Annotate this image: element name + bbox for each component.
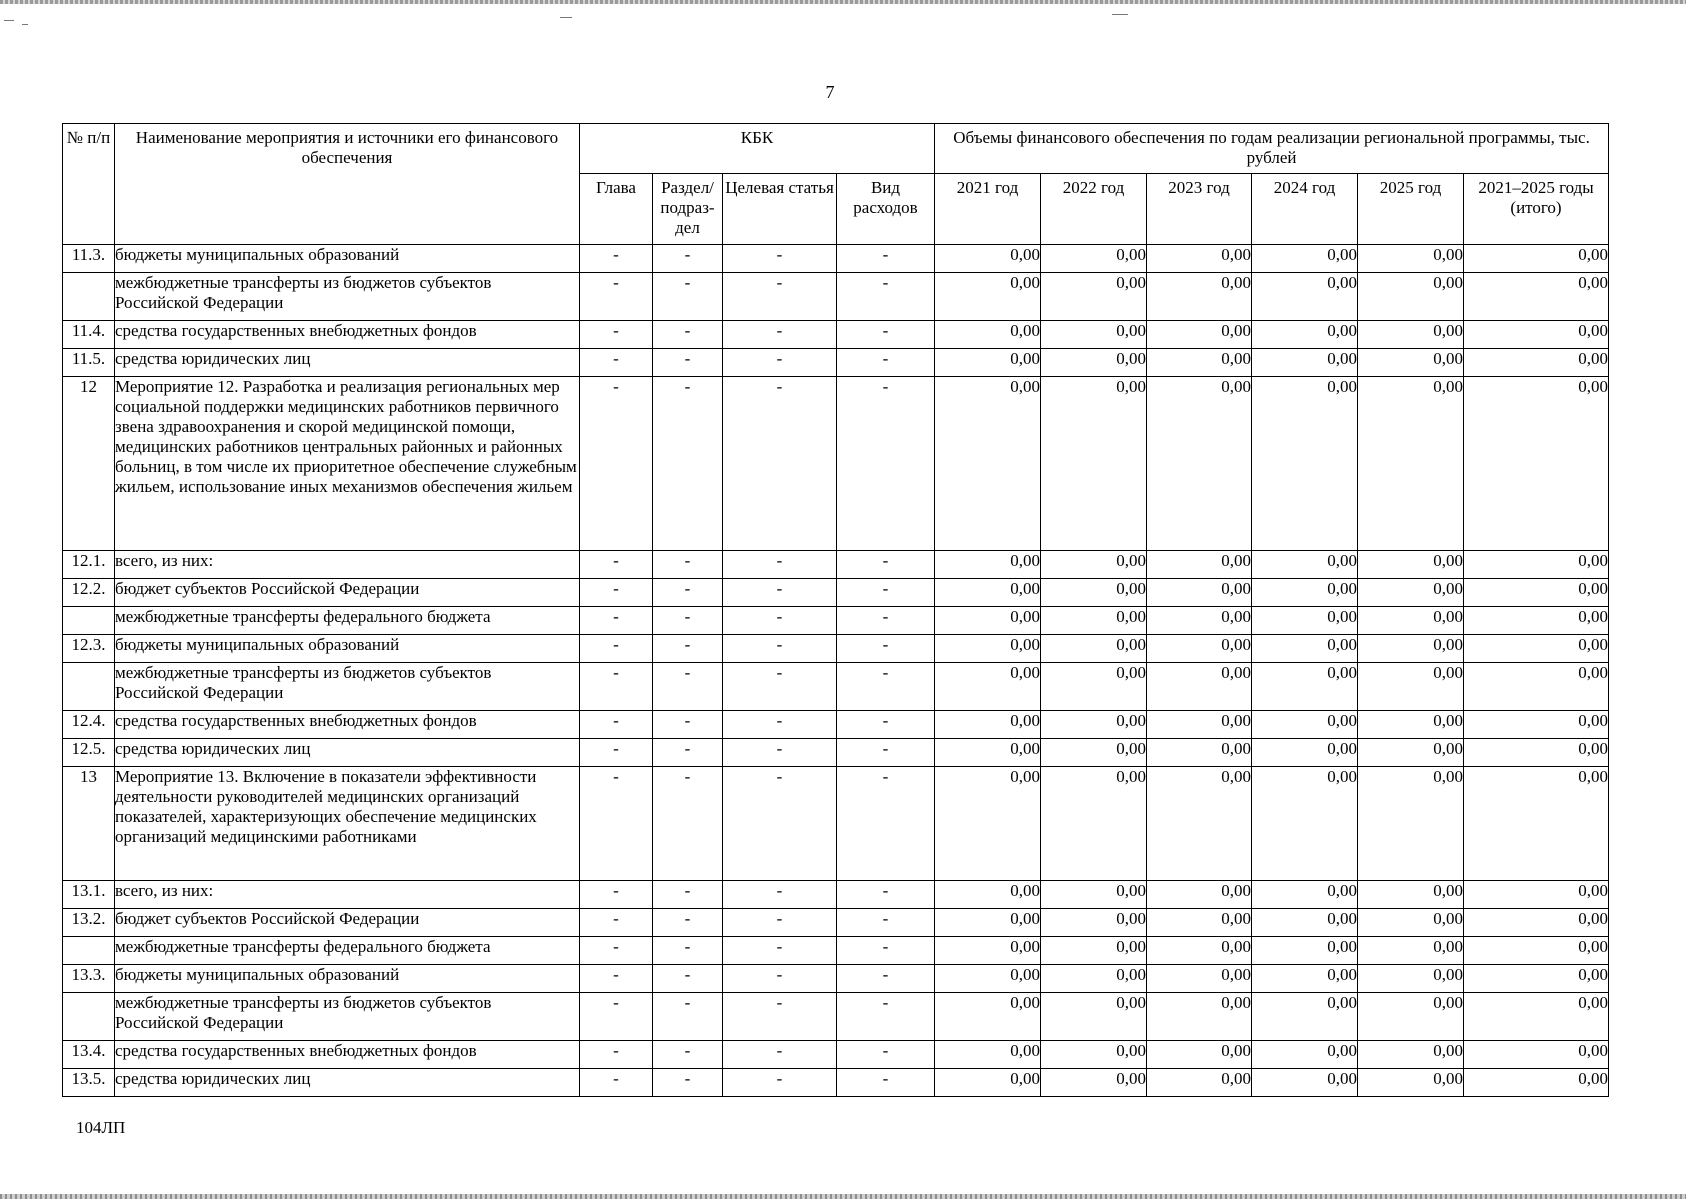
value-total-cell: 0,00 xyxy=(1464,635,1609,663)
value-total-cell: 0,00 xyxy=(1464,1069,1609,1097)
row-name: межбюджетные трансферты из бюджетов субъектов Российской Федерации xyxy=(115,663,580,711)
row-number xyxy=(63,607,115,635)
table-row xyxy=(63,739,1609,767)
value-2023-cell: 0,00 xyxy=(1147,1069,1252,1097)
value-2021-cell: 0,00 xyxy=(935,993,1041,1041)
value-2022-cell: 0,00 xyxy=(1041,965,1147,993)
value-2023-cell: 0,00 xyxy=(1147,965,1252,993)
kbk-glava-cell: - xyxy=(580,245,653,273)
value-2025-cell: 0,00 xyxy=(1358,377,1464,551)
kbk-vid-cell: - xyxy=(837,965,935,993)
row-name: бюджет субъектов Российской Федерации xyxy=(115,579,580,607)
kbk-razdel-cell: - xyxy=(653,377,723,551)
kbk-razdel-cell: - xyxy=(653,579,723,607)
kbk-razdel-cell: - xyxy=(653,551,723,579)
row-name: межбюджетные трансферты федерального бюджета xyxy=(115,937,580,965)
row-number xyxy=(63,993,115,1041)
kbk-razdel-cell: - xyxy=(653,273,723,321)
table-row xyxy=(63,937,1609,965)
value-2025-cell: 0,00 xyxy=(1358,273,1464,321)
value-2024-cell: 0,00 xyxy=(1252,273,1358,321)
row-number: 13.1. xyxy=(63,881,115,909)
table-row xyxy=(63,607,1609,635)
kbk-glava-cell: - xyxy=(580,767,653,881)
value-2022-cell: 0,00 xyxy=(1041,1041,1147,1069)
scan-edge-bottom xyxy=(0,1194,1686,1199)
kbk-vid-cell: - xyxy=(837,937,935,965)
value-2025-cell: 0,00 xyxy=(1358,993,1464,1041)
scan-speck xyxy=(1112,14,1128,15)
kbk-glava-cell: - xyxy=(580,273,653,321)
value-2022-cell: 0,00 xyxy=(1041,739,1147,767)
value-2025-cell: 0,00 xyxy=(1358,579,1464,607)
value-2021-cell: 0,00 xyxy=(935,767,1041,881)
value-total-cell: 0,00 xyxy=(1464,579,1609,607)
kbk-tselevaya-cell: - xyxy=(723,965,837,993)
kbk-glava-cell: - xyxy=(580,321,653,349)
value-2021-cell: 0,00 xyxy=(935,273,1041,321)
value-2024-cell: 0,00 xyxy=(1252,607,1358,635)
kbk-vid-cell: - xyxy=(837,1041,935,1069)
value-2023-cell: 0,00 xyxy=(1147,377,1252,551)
value-total-cell: 0,00 xyxy=(1464,711,1609,739)
table-row xyxy=(63,349,1609,377)
kbk-vid-cell: - xyxy=(837,321,935,349)
row-name: Мероприятие 13. Включение в показатели эффективности деятельности руководителей медицинских организаций показателей, характеризующих обеспечение медицинских организаций медицинскими работниками xyxy=(115,767,580,881)
kbk-tselevaya-cell: - xyxy=(723,321,837,349)
value-2021-cell: 0,00 xyxy=(935,1041,1041,1069)
kbk-tselevaya-cell: - xyxy=(723,993,837,1041)
value-2024-cell: 0,00 xyxy=(1252,579,1358,607)
kbk-glava-cell: - xyxy=(580,937,653,965)
value-2022-cell: 0,00 xyxy=(1041,635,1147,663)
value-total-cell: 0,00 xyxy=(1464,349,1609,377)
kbk-razdel-cell: - xyxy=(653,767,723,881)
kbk-vid-cell: - xyxy=(837,739,935,767)
value-2023-cell: 0,00 xyxy=(1147,551,1252,579)
table-row xyxy=(63,551,1609,579)
row-name: всего, из них: xyxy=(115,881,580,909)
header-tselevaya: Целевая статья xyxy=(723,174,837,245)
table-row xyxy=(63,377,1609,551)
row-name: всего, из них: xyxy=(115,551,580,579)
kbk-glava-cell: - xyxy=(580,349,653,377)
value-2023-cell: 0,00 xyxy=(1147,349,1252,377)
value-2021-cell: 0,00 xyxy=(935,739,1041,767)
value-2021-cell: 0,00 xyxy=(935,245,1041,273)
value-2023-cell: 0,00 xyxy=(1147,321,1252,349)
kbk-glava-cell: - xyxy=(580,1069,653,1097)
table-row xyxy=(63,579,1609,607)
table-row xyxy=(63,321,1609,349)
value-2022-cell: 0,00 xyxy=(1041,245,1147,273)
value-total-cell: 0,00 xyxy=(1464,551,1609,579)
kbk-razdel-cell: - xyxy=(653,663,723,711)
value-2025-cell: 0,00 xyxy=(1358,711,1464,739)
value-2021-cell: 0,00 xyxy=(935,881,1041,909)
header-volumes: Объемы финансового обеспечения по годам реализации региональной программы, тыс. рублей xyxy=(935,124,1609,174)
row-name: бюджеты муниципальных образований xyxy=(115,245,580,273)
value-2023-cell: 0,00 xyxy=(1147,635,1252,663)
value-2022-cell: 0,00 xyxy=(1041,273,1147,321)
value-2024-cell: 0,00 xyxy=(1252,663,1358,711)
value-2021-cell: 0,00 xyxy=(935,349,1041,377)
kbk-tselevaya-cell: - xyxy=(723,551,837,579)
kbk-razdel-cell: - xyxy=(653,937,723,965)
kbk-tselevaya-cell: - xyxy=(723,1041,837,1069)
kbk-tselevaya-cell: - xyxy=(723,909,837,937)
kbk-tselevaya-cell: - xyxy=(723,881,837,909)
value-2025-cell: 0,00 xyxy=(1358,739,1464,767)
value-2025-cell: 0,00 xyxy=(1358,349,1464,377)
value-2025-cell: 0,00 xyxy=(1358,635,1464,663)
kbk-razdel-cell: - xyxy=(653,881,723,909)
kbk-glava-cell: - xyxy=(580,965,653,993)
kbk-razdel-cell: - xyxy=(653,1041,723,1069)
value-2025-cell: 0,00 xyxy=(1358,663,1464,711)
kbk-vid-cell: - xyxy=(837,881,935,909)
value-2024-cell: 0,00 xyxy=(1252,993,1358,1041)
row-name: средства юридических лиц xyxy=(115,739,580,767)
kbk-razdel-cell: - xyxy=(653,739,723,767)
value-total-cell: 0,00 xyxy=(1464,993,1609,1041)
value-2024-cell: 0,00 xyxy=(1252,245,1358,273)
row-name: средства государственных внебюджетных фондов xyxy=(115,1041,580,1069)
value-2025-cell: 0,00 xyxy=(1358,607,1464,635)
kbk-razdel-cell: - xyxy=(653,349,723,377)
value-total-cell: 0,00 xyxy=(1464,909,1609,937)
row-number: 13.3. xyxy=(63,965,115,993)
value-2024-cell: 0,00 xyxy=(1252,551,1358,579)
table-row xyxy=(63,909,1609,937)
kbk-vid-cell: - xyxy=(837,1069,935,1097)
value-total-cell: 0,00 xyxy=(1464,937,1609,965)
row-name: бюджет субъектов Российской Федерации xyxy=(115,909,580,937)
value-2023-cell: 0,00 xyxy=(1147,607,1252,635)
table-header xyxy=(63,124,1609,245)
kbk-vid-cell: - xyxy=(837,245,935,273)
kbk-tselevaya-cell: - xyxy=(723,273,837,321)
kbk-vid-cell: - xyxy=(837,767,935,881)
row-name: средства юридических лиц xyxy=(115,349,580,377)
value-total-cell: 0,00 xyxy=(1464,377,1609,551)
scan-edge-top xyxy=(0,0,1686,4)
table-row xyxy=(63,1069,1609,1097)
value-2022-cell: 0,00 xyxy=(1041,711,1147,739)
value-2021-cell: 0,00 xyxy=(935,711,1041,739)
value-2024-cell: 0,00 xyxy=(1252,739,1358,767)
row-name: Мероприятие 12. Разработка и реализация региональных мер социальной поддержки медицинских работников первичного звена здравоохранения и скорой медицинской помощи, медицинских работников центральных районных и районных больниц, в том числе их приоритетное обеспечение служебным жильем, использование иных механизмов обеспечения жильем xyxy=(115,377,580,551)
table-row xyxy=(63,711,1609,739)
kbk-razdel-cell: - xyxy=(653,245,723,273)
header-total: 2021–2025 годы (итого) xyxy=(1464,174,1609,245)
row-number: 11.3. xyxy=(63,245,115,273)
value-2023-cell: 0,00 xyxy=(1147,739,1252,767)
value-2021-cell: 0,00 xyxy=(935,909,1041,937)
kbk-razdel-cell: - xyxy=(653,321,723,349)
kbk-tselevaya-cell: - xyxy=(723,663,837,711)
row-number: 11.5. xyxy=(63,349,115,377)
header-num: № п/п xyxy=(63,124,115,245)
value-2024-cell: 0,00 xyxy=(1252,321,1358,349)
kbk-razdel-cell: - xyxy=(653,635,723,663)
value-2021-cell: 0,00 xyxy=(935,965,1041,993)
value-2023-cell: 0,00 xyxy=(1147,579,1252,607)
kbk-glava-cell: - xyxy=(580,909,653,937)
value-2024-cell: 0,00 xyxy=(1252,635,1358,663)
value-2021-cell: 0,00 xyxy=(935,663,1041,711)
kbk-vid-cell: - xyxy=(837,349,935,377)
value-2023-cell: 0,00 xyxy=(1147,1041,1252,1069)
kbk-tselevaya-cell: - xyxy=(723,767,837,881)
kbk-glava-cell: - xyxy=(580,711,653,739)
kbk-tselevaya-cell: - xyxy=(723,607,837,635)
table-row xyxy=(63,1041,1609,1069)
header-2021: 2021 год xyxy=(935,174,1041,245)
value-total-cell: 0,00 xyxy=(1464,273,1609,321)
value-2025-cell: 0,00 xyxy=(1358,1069,1464,1097)
kbk-glava-cell: - xyxy=(580,377,653,551)
value-2021-cell: 0,00 xyxy=(935,551,1041,579)
kbk-tselevaya-cell: - xyxy=(723,739,837,767)
value-2024-cell: 0,00 xyxy=(1252,1041,1358,1069)
value-2025-cell: 0,00 xyxy=(1358,245,1464,273)
value-2021-cell: 0,00 xyxy=(935,321,1041,349)
value-2025-cell: 0,00 xyxy=(1358,321,1464,349)
kbk-vid-cell: - xyxy=(837,551,935,579)
table-row xyxy=(63,635,1609,663)
header-2024: 2024 год xyxy=(1252,174,1358,245)
value-2024-cell: 0,00 xyxy=(1252,349,1358,377)
header-2025: 2025 год xyxy=(1358,174,1464,245)
row-number: 12.5. xyxy=(63,739,115,767)
value-2022-cell: 0,00 xyxy=(1041,579,1147,607)
row-number xyxy=(63,663,115,711)
kbk-glava-cell: - xyxy=(580,993,653,1041)
row-name: бюджеты муниципальных образований xyxy=(115,965,580,993)
value-2023-cell: 0,00 xyxy=(1147,245,1252,273)
value-2021-cell: 0,00 xyxy=(935,1069,1041,1097)
value-2025-cell: 0,00 xyxy=(1358,965,1464,993)
scan-speck xyxy=(4,20,14,21)
value-2022-cell: 0,00 xyxy=(1041,349,1147,377)
header-2023: 2023 год xyxy=(1147,174,1252,245)
value-2025-cell: 0,00 xyxy=(1358,881,1464,909)
kbk-vid-cell: - xyxy=(837,663,935,711)
row-number: 13.5. xyxy=(63,1069,115,1097)
kbk-vid-cell: - xyxy=(837,711,935,739)
kbk-glava-cell: - xyxy=(580,663,653,711)
kbk-razdel-cell: - xyxy=(653,909,723,937)
table-row xyxy=(63,993,1609,1041)
value-total-cell: 0,00 xyxy=(1464,245,1609,273)
value-total-cell: 0,00 xyxy=(1464,767,1609,881)
value-2025-cell: 0,00 xyxy=(1358,909,1464,937)
value-2023-cell: 0,00 xyxy=(1147,881,1252,909)
value-2022-cell: 0,00 xyxy=(1041,551,1147,579)
row-number: 12.2. xyxy=(63,579,115,607)
kbk-glava-cell: - xyxy=(580,739,653,767)
scan-speck xyxy=(22,24,28,25)
table-row xyxy=(63,965,1609,993)
value-2025-cell: 0,00 xyxy=(1358,551,1464,579)
kbk-vid-cell: - xyxy=(837,579,935,607)
header-glava: Глава xyxy=(580,174,653,245)
row-number: 12 xyxy=(63,377,115,551)
row-number: 12.1. xyxy=(63,551,115,579)
kbk-tselevaya-cell: - xyxy=(723,245,837,273)
value-total-cell: 0,00 xyxy=(1464,881,1609,909)
table-row xyxy=(63,881,1609,909)
row-number: 11.4. xyxy=(63,321,115,349)
row-name: средства юридических лиц xyxy=(115,1069,580,1097)
value-2023-cell: 0,00 xyxy=(1147,663,1252,711)
row-name: межбюджетные трансферты из бюджетов субъектов Российской Федерации xyxy=(115,273,580,321)
row-number xyxy=(63,273,115,321)
header-vid: Вид расходов xyxy=(837,174,935,245)
kbk-tselevaya-cell: - xyxy=(723,349,837,377)
row-number: 13 xyxy=(63,767,115,881)
value-total-cell: 0,00 xyxy=(1464,607,1609,635)
kbk-vid-cell: - xyxy=(837,635,935,663)
kbk-glava-cell: - xyxy=(580,635,653,663)
value-total-cell: 0,00 xyxy=(1464,663,1609,711)
page-number: 7 xyxy=(825,82,835,102)
kbk-glava-cell: - xyxy=(580,881,653,909)
value-2023-cell: 0,00 xyxy=(1147,937,1252,965)
footer-code: 104ЛП xyxy=(76,1118,126,1137)
header-name: Наименование мероприятия и источники его финансового обеспечения xyxy=(115,124,580,245)
row-number: 13.2. xyxy=(63,909,115,937)
value-total-cell: 0,00 xyxy=(1464,965,1609,993)
kbk-razdel-cell: - xyxy=(653,965,723,993)
row-name: бюджеты муниципальных образований xyxy=(115,635,580,663)
value-2021-cell: 0,00 xyxy=(935,607,1041,635)
value-2025-cell: 0,00 xyxy=(1358,1041,1464,1069)
kbk-glava-cell: - xyxy=(580,607,653,635)
kbk-tselevaya-cell: - xyxy=(723,711,837,739)
value-2025-cell: 0,00 xyxy=(1358,767,1464,881)
table-body xyxy=(63,245,1609,1097)
value-2024-cell: 0,00 xyxy=(1252,909,1358,937)
value-2022-cell: 0,00 xyxy=(1041,881,1147,909)
row-name: средства государственных внебюджетных фондов xyxy=(115,711,580,739)
value-2021-cell: 0,00 xyxy=(935,377,1041,551)
table-row xyxy=(63,273,1609,321)
value-2022-cell: 0,00 xyxy=(1041,993,1147,1041)
value-2023-cell: 0,00 xyxy=(1147,993,1252,1041)
value-2024-cell: 0,00 xyxy=(1252,767,1358,881)
value-2025-cell: 0,00 xyxy=(1358,937,1464,965)
row-number: 13.4. xyxy=(63,1041,115,1069)
value-2022-cell: 0,00 xyxy=(1041,607,1147,635)
header-razdel: Раздел/ подраз-дел xyxy=(653,174,723,245)
value-2021-cell: 0,00 xyxy=(935,635,1041,663)
kbk-razdel-cell: - xyxy=(653,607,723,635)
kbk-glava-cell: - xyxy=(580,551,653,579)
kbk-tselevaya-cell: - xyxy=(723,1069,837,1097)
kbk-glava-cell: - xyxy=(580,1041,653,1069)
value-2024-cell: 0,00 xyxy=(1252,1069,1358,1097)
kbk-glava-cell: - xyxy=(580,579,653,607)
row-number: 12.3. xyxy=(63,635,115,663)
value-total-cell: 0,00 xyxy=(1464,1041,1609,1069)
kbk-razdel-cell: - xyxy=(653,1069,723,1097)
value-2023-cell: 0,00 xyxy=(1147,711,1252,739)
kbk-vid-cell: - xyxy=(837,273,935,321)
kbk-vid-cell: - xyxy=(837,993,935,1041)
value-2022-cell: 0,00 xyxy=(1041,909,1147,937)
value-total-cell: 0,00 xyxy=(1464,321,1609,349)
value-2022-cell: 0,00 xyxy=(1041,767,1147,881)
row-number xyxy=(63,937,115,965)
header-2022: 2022 год xyxy=(1041,174,1147,245)
value-2024-cell: 0,00 xyxy=(1252,881,1358,909)
value-2021-cell: 0,00 xyxy=(935,937,1041,965)
value-2022-cell: 0,00 xyxy=(1041,937,1147,965)
scan-speck xyxy=(560,17,572,18)
row-name: межбюджетные трансферты федерального бюджета xyxy=(115,607,580,635)
kbk-tselevaya-cell: - xyxy=(723,635,837,663)
table-row xyxy=(63,663,1609,711)
value-2022-cell: 0,00 xyxy=(1041,663,1147,711)
kbk-razdel-cell: - xyxy=(653,993,723,1041)
value-2024-cell: 0,00 xyxy=(1252,711,1358,739)
row-name: средства государственных внебюджетных фондов xyxy=(115,321,580,349)
financing-table xyxy=(62,123,1609,1097)
row-number: 12.4. xyxy=(63,711,115,739)
value-2024-cell: 0,00 xyxy=(1252,965,1358,993)
header-kbk: КБК xyxy=(580,124,935,174)
value-2024-cell: 0,00 xyxy=(1252,937,1358,965)
kbk-vid-cell: - xyxy=(837,377,935,551)
kbk-razdel-cell: - xyxy=(653,711,723,739)
value-2024-cell: 0,00 xyxy=(1252,377,1358,551)
kbk-tselevaya-cell: - xyxy=(723,579,837,607)
kbk-tselevaya-cell: - xyxy=(723,937,837,965)
value-2023-cell: 0,00 xyxy=(1147,909,1252,937)
value-2022-cell: 0,00 xyxy=(1041,321,1147,349)
row-name: межбюджетные трансферты из бюджетов субъектов Российской Федерации xyxy=(115,993,580,1041)
table-row xyxy=(63,245,1609,273)
value-2022-cell: 0,00 xyxy=(1041,1069,1147,1097)
kbk-vid-cell: - xyxy=(837,909,935,937)
value-2021-cell: 0,00 xyxy=(935,579,1041,607)
value-total-cell: 0,00 xyxy=(1464,739,1609,767)
kbk-tselevaya-cell: - xyxy=(723,377,837,551)
value-2023-cell: 0,00 xyxy=(1147,273,1252,321)
value-2023-cell: 0,00 xyxy=(1147,767,1252,881)
table-row xyxy=(63,767,1609,881)
kbk-vid-cell: - xyxy=(837,607,935,635)
value-2022-cell: 0,00 xyxy=(1041,377,1147,551)
